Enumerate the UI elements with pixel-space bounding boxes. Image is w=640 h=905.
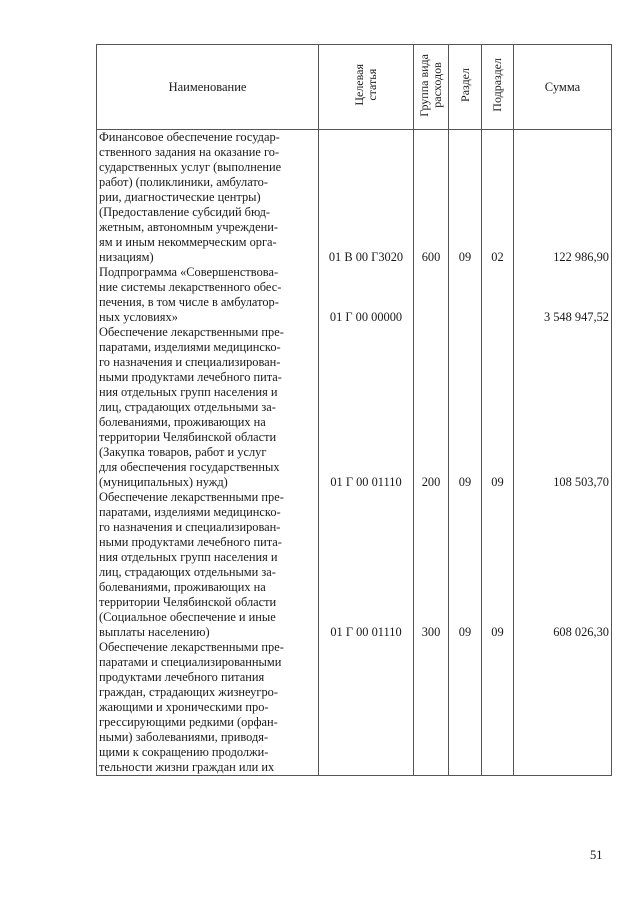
cell-target: 01 Г 00 00000 xyxy=(319,265,414,325)
cell-target: 01 Г 00 01110 xyxy=(319,325,414,490)
cell-group: 300 xyxy=(414,490,449,640)
cell-group xyxy=(414,640,449,776)
cell-section xyxy=(449,265,482,325)
cell-section: 09 xyxy=(449,325,482,490)
cell-group: 600 xyxy=(414,130,449,266)
table-row xyxy=(97,130,612,266)
cell-section: 09 xyxy=(449,490,482,640)
header-name: Наименование xyxy=(97,45,319,130)
cell-subsection: 09 xyxy=(482,490,514,640)
cell-name: Подпрограмма «Совершенствова- ние системы лекарственного обес- печения, в том числе в амбулатор- ных условиях» xyxy=(97,265,319,325)
header-group xyxy=(414,45,449,130)
cell-group xyxy=(414,265,449,325)
cell-group: 200 xyxy=(414,325,449,490)
cell-section xyxy=(449,640,482,776)
table-row xyxy=(97,490,612,640)
table-header-row xyxy=(97,45,612,130)
cell-sum: 3 548 947,52 xyxy=(514,265,612,325)
table-row xyxy=(97,325,612,490)
cell-subsection: 09 xyxy=(482,325,514,490)
cell-sum xyxy=(514,640,612,776)
cell-sum: 122 986,90 xyxy=(514,130,612,266)
cell-name: Обеспечение лекарственными пре- паратами, изделиями медицинско- го назначения и специализирован- ными продуктами лечебного пита- ния отдельных групп населения и лиц, страдающих отдельными за- болеваниями, проживающих на территории Челябинской области (Социальное обеспечение и иные выплаты населению) xyxy=(97,490,319,640)
header-subsection-text: Подраздел xyxy=(490,58,504,112)
cell-subsection xyxy=(482,265,514,325)
cell-sum: 608 026,30 xyxy=(514,490,612,640)
header-target xyxy=(319,45,414,130)
cell-target: 01 Г 00 01110 xyxy=(319,490,414,640)
cell-name: Обеспечение лекарственными пре- паратами и специализированными продуктами лечебного питания граждан, страдающих жизнеугро- жающими и хроническими про- грессирующими редкими (орфан- ными) заболеваниями, приводя- щими к сокращению продолжи- тельности жизни граждан или их xyxy=(97,640,319,776)
cell-subsection: 02 xyxy=(482,130,514,266)
cell-target: 01 В 00 Г3020 xyxy=(319,130,414,266)
header-subsection xyxy=(482,45,514,130)
cell-sum: 108 503,70 xyxy=(514,325,612,490)
header-section xyxy=(449,45,482,130)
budget-table xyxy=(96,44,612,776)
cell-target xyxy=(319,640,414,776)
table-row xyxy=(97,640,612,776)
cell-subsection xyxy=(482,640,514,776)
cell-name: Финансовое обеспечение государ- ственного задания на оказание го- сударственных услуг (выполнение работ) (поликлиники, амбулато- рии, диагностические центры) (Предоставление субсидий бюд- жетным, автономным учреждени- ям и иным некоммерческим орга- низациям) xyxy=(97,130,319,266)
header-group-text: Группа вида расходов xyxy=(417,53,444,117)
header-sum: Сумма xyxy=(514,45,612,130)
cell-name: Обеспечение лекарственными пре- паратами, изделиями медицинско- го назначения и специализирован- ными продуктами лечебного пита- ния отдельных групп населения и лиц, страдающих отдельными за- болеваниями, проживающих на территории Челябинской области (Закупка товаров, работ и услуг для обеспечения государственных (муниципальных) нужд) xyxy=(97,325,319,490)
header-section-text: Раздел xyxy=(457,68,472,102)
page-number: 51 xyxy=(590,848,603,862)
header-target-text: Целевая статья xyxy=(352,64,379,106)
table-row xyxy=(97,265,612,325)
cell-section: 09 xyxy=(449,130,482,266)
